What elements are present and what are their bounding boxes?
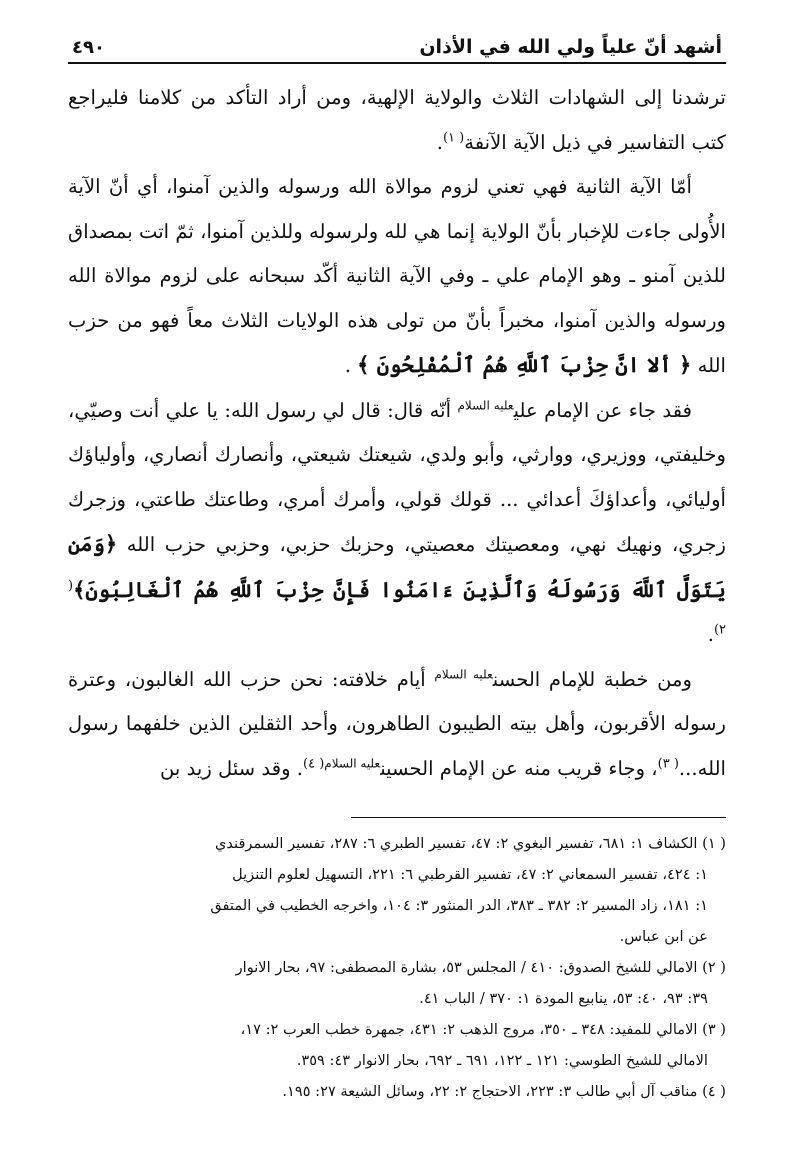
paragraph-4 — [68, 658, 726, 792]
honorific-mark: عليه السلام — [434, 666, 493, 681]
paragraph-text: ومن خطبة للإمام الحسن — [492, 667, 693, 691]
paragraph-tail: . — [707, 623, 714, 646]
footnote-separator — [351, 817, 726, 818]
paragraph-text: . وقد سئل زيد بن — [160, 756, 303, 780]
footnote-text: ١: ٤٢٤، تفسير السمعاني ٢: ٤٧، تفسير القرطبي ٦: ٢٢١، التسهيل لعلوم التنزيل — [232, 866, 708, 883]
footnote-1 — [68, 828, 726, 952]
footnote-4 — [68, 1076, 726, 1107]
page-number: ٤٩٠ — [72, 37, 105, 58]
footnote-number: ( ١) — [702, 835, 726, 852]
footnote-2 — [68, 952, 726, 1014]
main-text — [68, 76, 726, 791]
footnote-text: ٣٩: ٩٣، ٤٠: ٥٣، ينابيع المودة ١: ٣٧٠ / الباب ٤١. — [419, 990, 708, 1007]
paragraph-2 — [68, 165, 726, 389]
quran-verse: ﴿ ألا انَّ حِزْبَ ٱللَّهِ هُمُ ٱلْمُفْلِحُونَ ﴾ — [357, 352, 692, 377]
footnote-text: الامالي للشيخ الطوسي: ١٢١ ـ ١٢٢، ٦٩١ ـ ٦٩٢، بحار الانوار ٤٣: ٣٥٩. — [296, 1052, 708, 1069]
footnote-ref-2: ( ٢) — [68, 577, 726, 638]
running-title: أشهد أنّ علياً ولي الله في الأذان — [419, 36, 722, 58]
footnote-ref-1: ( ١) — [442, 129, 465, 145]
book-page — [68, 28, 726, 1107]
paragraph-tail: . — [344, 354, 351, 377]
footnote-number: ( ٣) — [702, 1021, 726, 1038]
footnote-ref-4: ( ٤) — [303, 755, 325, 771]
paragraph-tail: . — [436, 130, 443, 154]
footnote-number: ( ٢) — [702, 959, 726, 976]
footnote-text: الكشاف ١: ٦٨١، تفسير البغوي ٢: ٤٧، تفسير الطبري ٦: ٢٨٧، تفسير السمرقندي — [214, 835, 698, 852]
paragraph-1 — [68, 76, 726, 165]
paragraph-text: فقد جاء عن الإمام علي — [513, 398, 692, 422]
quran-verse: ﴿وَمَن يَتَوَلَّ ٱللَّهَ وَرَسُولَهُ وَٱلَّذِينَ ءَامَنُوا فَإِنَّ حِزْبَ ٱللَّهِ هُمُ ٱلْغَالِبُونَ﴾ — [68, 531, 726, 602]
footnote-number: ( ٤) — [702, 1083, 726, 1100]
page-header — [68, 28, 726, 64]
paragraph-text: ، وجاء قريب منه عن الإمام الحسين — [380, 756, 658, 780]
footnote-text: الامالي للمفيد: ٣٤٨ ـ ٣٥٠، مروج الذهب ٢: ٤٣١، جمهرة خطب العرب ٢: ١٧، — [240, 1021, 698, 1038]
honorific-mark: عليه السلام — [324, 755, 381, 770]
footnote-text: مناقب آل أبي طالب ٣: ٢٢٣، الاحتجاج ٢: ٢٢، وسائل الشيعة ٢٧: ١٩٥. — [282, 1083, 698, 1100]
footnote-text: ١: ١٨١، زاد المسير ٢: ٣٨٢ ـ ٣٨٣، الدر المنثور ٣: ١٠٤، واخرجه الخطيب في المتفق — [210, 897, 708, 914]
footnote-text: الامالي للشيخ الصدوق: ٤١٠ / المجلس ٥٣، بشارة المصطفى: ٩٧، بحار الانوار — [235, 959, 698, 976]
footnote-ref-3: ( ٣) — [657, 755, 679, 771]
paragraph-3 — [68, 389, 726, 658]
paragraph-text: أمّا الآية الثانية فهي تعني لزوم موالاة الله ورسوله والذين آمنوا، أي أنّ الآية الأُولى جاءت للإخبار بأنّ الولاية إنما هي لله ولرسوله وللذين آمنوا، ثمّ اتت بمصداق للذين آمنو ـ وهو الإمام علي ـ وفي الآية الثانية أكّد سبحانه على لزوم موالاة الله ورسوله والذين آمنوا، مخبراً بأنّ من تولى هذه الولايات الثلاث معاً فهو من حزب الله — [68, 175, 726, 377]
footnote-3 — [68, 1014, 726, 1076]
honorific-mark: عليه السلام — [457, 397, 514, 412]
paragraph-text: ترشدنا إلى الشهادات الثلاث والولاية الإلهية، ومن أراد التأكد من كلامنا فليراجع كتب التفاسير في ذيل الآية الآنفة — [68, 86, 726, 154]
footnotes — [68, 828, 726, 1107]
paragraph-text: أيام خلافته: نحن حزب الله الغالبون، وعترة رسوله الأقربون، وأهل بيته الطيبون الطاهرون، وأحد الثقلين الذين خلفهما رسول الله... — [68, 667, 726, 780]
footnote-text: عن ابن عباس. — [619, 928, 708, 945]
paragraph-text: أنّه قال: قال لي رسول الله: يا علي أنت وصيّي، وخليفتي، ووزيري، ووارثي، وأبو ولدي، شيعتك شيعتي، وأنصارك أنصاري، وأولياؤك أوليائي، وأعداؤكَ أعدائي ... قولك قولي، وأمرك أمري، وطاعتك طاعتي، وزجرك زجري، ونهيك نهي، ومعصيتك معصيتي، وحزبك حزبي، وحزبي حزب الله — [68, 398, 726, 556]
